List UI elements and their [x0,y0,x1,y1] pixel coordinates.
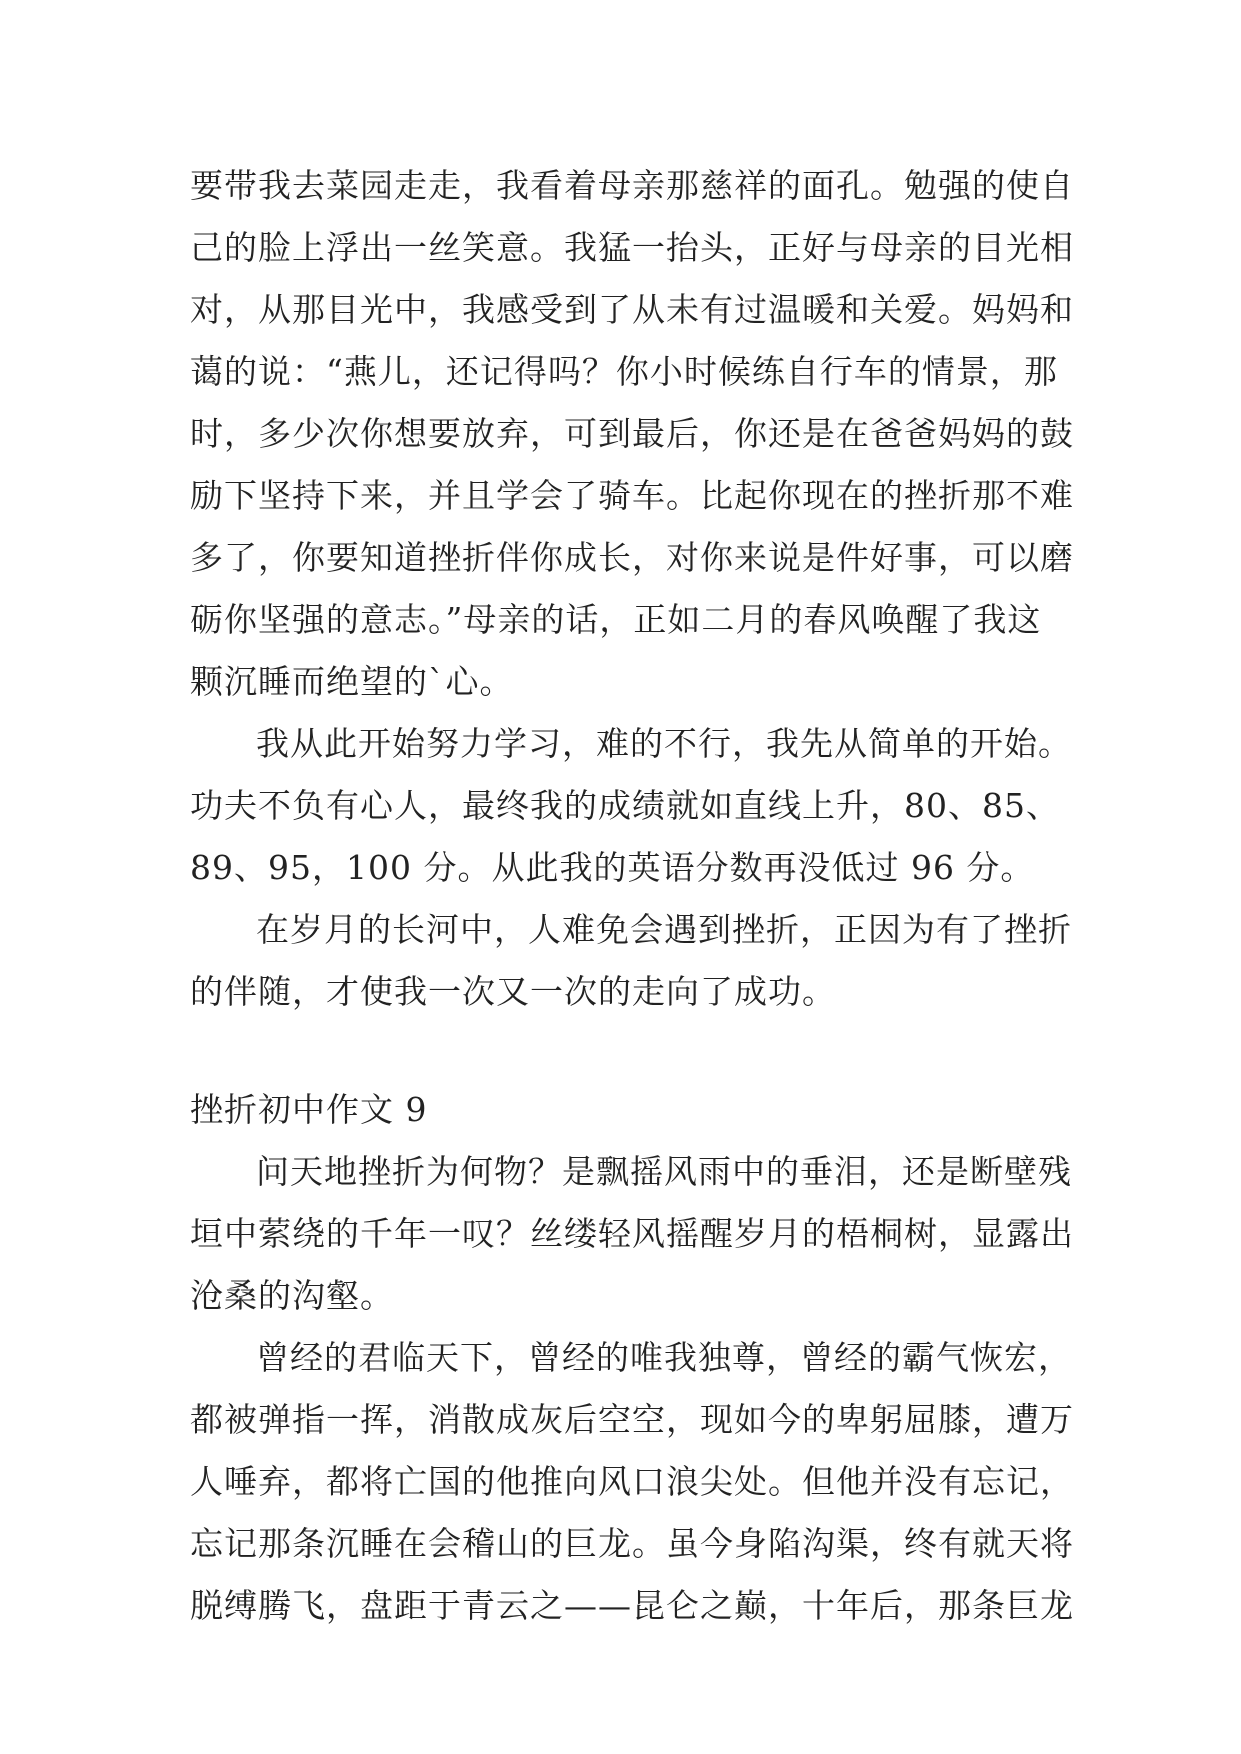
text-line: 对，从那目光中，我感受到了从未有过温暖和关爱。妈妈和 [190,290,1074,329]
text-line: 多了，你要知道挫折伴你成长，对你来说是件好事，可以磨 [190,538,1074,577]
text-line: 蔼的说：“燕儿，还记得吗？你小时候练自行车的情景，那 [190,352,1058,391]
section-title: 挫折初中作文 9 [190,1090,428,1129]
paragraph [190,899,1072,1023]
text-line: 我从此开始努力学习，难的不行，我先从简单的开始。 [256,724,1072,763]
paragraph [190,155,1074,713]
text-line: 励下坚持下来，并且学会了骑车。比起你现在的挫折那不难 [190,476,1074,515]
text-line: 的伴随，才使我一次又一次的走向了成功。 [190,972,836,1011]
text-line: 在岁月的长河中，人难免会遇到挫折，正因为有了挫折 [256,910,1072,949]
paragraph [190,1327,1074,1637]
text-line: 功夫不负有心人，最终我的成绩就如直线上升，80、85、 [190,786,1060,825]
text-line: 砺你坚强的意志。”母亲的话，正如二月的春风唤醒了我这 [190,600,1042,639]
text-line: 问天地挫折为何物？是飘摇风雨中的垂泪，还是断壁残 [256,1152,1072,1191]
document-body [190,155,1074,1637]
paragraph [190,713,1072,899]
text-line: 人唾弃，都将亡国的他推向风口浪尖处。但他并没有忘记， [190,1462,1074,1501]
text-line: 时，多少次你想要放弃，可到最后，你还是在爸爸妈妈的鼓 [190,414,1074,453]
text-line: 要带我去菜园走走，我看着母亲那慈祥的面孔。勉强的使自 [190,166,1074,205]
text-line: 沧桑的沟壑。 [190,1276,394,1315]
text-line: 颗沉睡而绝望的`心。 [190,662,514,701]
text-line: 己的脸上浮出一丝笑意。我猛一抬头，正好与母亲的目光相 [190,228,1074,267]
text-line: 都被弹指一挥，消散成灰后空空，现如今的卑躬屈膝，遭万 [190,1400,1074,1439]
text-line: 89、95，100 分。从此我的英语分数再没低过 96 分。 [190,848,1035,887]
section-spacer [190,1023,1060,1079]
text-line: 忘记那条沉睡在会稽山的巨龙。虽今身陷沟渠，终有就天将 [190,1524,1074,1563]
text-line: 曾经的君临天下，曾经的唯我独尊，曾经的霸气恢宏， [256,1338,1072,1377]
text-line: 脱缚腾飞，盘距于青云之——昆仑之巅，十年后，那条巨龙 [190,1586,1074,1625]
text-line: 垣中萦绕的千年一叹？丝缕轻风摇醒岁月的梧桐树，显露出 [190,1214,1074,1253]
paragraph [190,1141,1074,1327]
